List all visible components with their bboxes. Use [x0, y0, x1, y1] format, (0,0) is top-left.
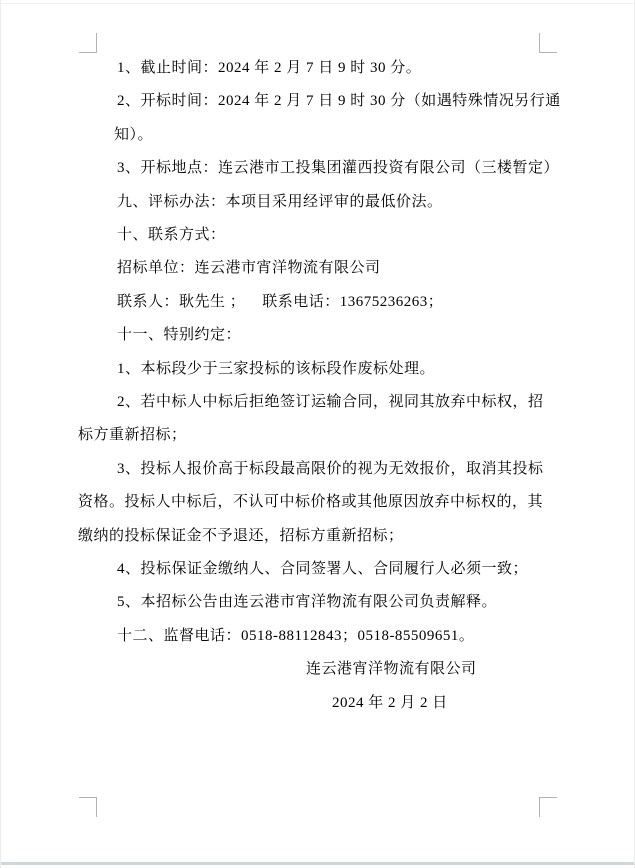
document-line: 十一、特别约定： [117, 327, 242, 344]
margin-crop-mark-bottom-right [539, 797, 557, 817]
document-line: 3、投标人报价高于标段最高限价的视为无效报价，取消其投标 [117, 460, 544, 477]
document-line: 标方重新招标； [78, 427, 187, 444]
document-line: 连云港宵洋物流有限公司 [306, 661, 477, 678]
document-line: 5、本招标公告由连云港市宵洋物流有限公司负责解释。 [117, 594, 498, 611]
document-line: 联系人：耿先生 ； 联系电话：13675236263； [117, 293, 444, 310]
margin-crop-mark-top-left [79, 33, 97, 53]
document-line: 招标单位：连云港市宵洋物流有限公司 [117, 260, 381, 277]
document-line: 知）。 [114, 126, 154, 143]
document-line: 2、若中标人中标后拒绝签订运输合同，视同其放弃中标权，招 [117, 394, 544, 410]
document-line: 缴纳的投标保证金不予退还，招标方重新招标； [78, 527, 404, 544]
document-line: 2、开标时间：2024 年 2 月 7 日 9 时 30 分（如遇特殊情况另行通 [117, 93, 561, 110]
margin-crop-mark-bottom-left [79, 797, 97, 817]
document-line: 4、投标保证金缴纳人、合同签署人、合同履行人必须一致； [117, 561, 529, 577]
page-top-edge [1, 3, 634, 4]
page-bottom-edge [1, 862, 634, 865]
margin-crop-mark-top-right [539, 33, 557, 53]
document-line: 九、评标办法：本项目采用经评审的最低价法。 [117, 193, 443, 210]
document-line: 1、截止时间：2024 年 2 月 7 日 9 时 30 分。 [117, 60, 422, 76]
document-line: 十、联系方式： [117, 227, 226, 243]
document-line: 2024 年 2 月 2 日 [332, 694, 448, 711]
document-line: 资格。投标人中标后，不认可中标价格或其他原因放弃中标权的，其 [78, 494, 544, 511]
document-line: 3、开标地点：连云港市工投集团灌西投资有限公司（三楼暂定） [117, 160, 560, 177]
document-line: 1、本标段少于三家投标的该标段作废标处理。 [117, 360, 436, 377]
document-line: 十二、监督电话：0518-88112843；0518-85509651。 [117, 627, 475, 644]
